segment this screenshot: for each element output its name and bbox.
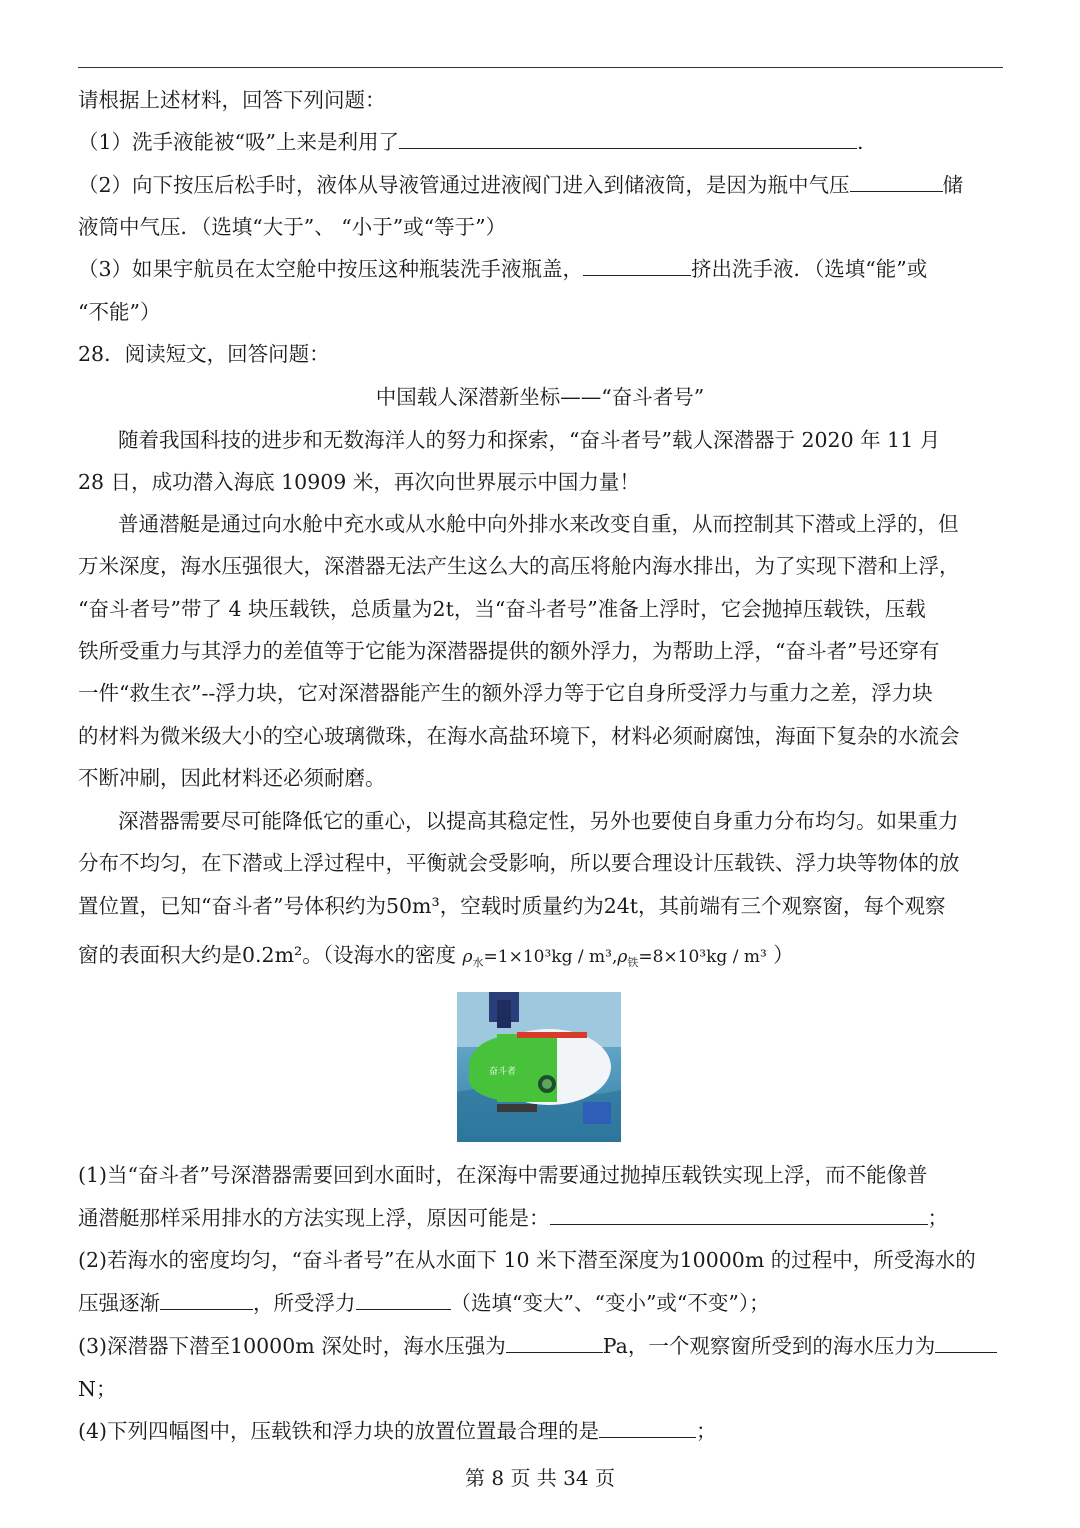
paragraph-line: 分布不均匀，在下潜或上浮过程中，平衡就会受影响，所以要合理设计压载铁、浮力块等物体的放 [78, 851, 960, 875]
sub3-text: (3)深潜器下潜至10000m 深处时，海水压强为 [78, 1334, 506, 1358]
paragraph-line: 的材料为微米级大小的空心玻璃微珠，在海水高盐环境下，材料必须耐腐蚀，海面下复杂的水流会 [78, 724, 960, 748]
answer-blank[interactable] [356, 1289, 451, 1310]
sub-question-1-line1: (1)当“奋斗者”号深潜器需要回到水面时，在深海中需要通过抛掉压载铁实现上浮，而不能像普 [78, 1163, 928, 1187]
answer-blank[interactable] [160, 1289, 253, 1310]
sub4-end: ； [696, 1419, 717, 1443]
q3-text-end: 挤出洗手液．（选填“能”或 [691, 257, 928, 281]
answer-blank[interactable] [506, 1332, 603, 1353]
hull-text: 奋斗者 [489, 1067, 517, 1077]
paragraph-line: 随着我国科技的进步和无数海洋人的努力和探索，“奋斗者号”载人深潜器于 2020 年 11 月 [118, 428, 941, 452]
page-footer: 第 8 页 共 34 页 [465, 1466, 615, 1490]
q2-text: （2）向下按压后松手时，液体从导液管通过进液阀门进入到储液筒，是因为瓶中气压 [78, 173, 850, 197]
question-3-line2: “不能”） [78, 300, 161, 324]
sub2-text-mid: ，所受浮力 [253, 1291, 356, 1315]
article-title: 中国载人深潜新坐标——“奋斗者号” [375, 385, 705, 409]
answer-blank[interactable] [399, 128, 857, 149]
paragraph-line: 一件“救生衣”--浮力块，它对深潜器能产生的额外浮力等于它自身所受浮力与重力之差，浮力块 [78, 681, 933, 705]
paragraph-line: “奋斗者号”带了 4 块压载铁，总质量为2t，当“奋斗者号”准备上浮时，它会抛掉压载铁，压载 [78, 597, 926, 621]
intro-text: 请根据上述材料，回答下列问题： [78, 88, 386, 112]
submersible-photo [457, 992, 621, 1142]
paragraph-line: 万米深度，海水压强很大，深潜器无法产生这么大的高压将舱内海水排出，为了实现下潜和上浮， [78, 554, 960, 578]
paragraph-line: 深潜器需要尽可能降低它的重心，以提高其稳定性，另外也要使自身重力分布均匀。如果重力 [118, 809, 959, 833]
sub3-text-mid: Pa，一个观察窗所受到的海水压力为 [602, 1334, 936, 1358]
sub2-text: 压强逐渐 [78, 1291, 160, 1315]
sub1-text: 通潜艇那样采用排水的方法实现上浮，原因可能是： [78, 1206, 550, 1230]
formula-close: ） [773, 943, 794, 967]
answer-blank[interactable] [583, 255, 691, 276]
sub1-end: ； [927, 1206, 948, 1230]
q3-text: （3）如果宇航员在太空舱中按压这种瓶装洗手液瓶盖， [78, 257, 584, 281]
q1-text: （1）洗手液能被“吸”上来是利用了 [78, 130, 400, 154]
q28-header: 28．阅读短文，回答问题： [78, 342, 330, 366]
sub4-text: (4)下列四幅图中，压载铁和浮力块的放置位置最合理的是 [78, 1419, 600, 1443]
sub-question-1-line2 [78, 1203, 1008, 1233]
sub-question-4 [78, 1416, 1008, 1446]
question-3-line1 [78, 254, 1008, 284]
question-2-line2: 液筒中气压．（选填“大于”、 “小于”或“等于”） [78, 215, 507, 239]
density-text: 窗的表面积大约是0.2m²。（设海水的密度 [78, 943, 457, 967]
question-1 [78, 127, 1008, 157]
sub-question-2-line2 [78, 1288, 1008, 1318]
paragraph-line: 置位置，已知“奋斗者”号体积约为50m³，空载时质量约为24t，其前端有三个观察窗，每个观察 [78, 894, 946, 918]
sub2-text-end: （选填“变大”、“变小”或“不变”）； [450, 1291, 770, 1315]
q2-text-end: 储 [942, 173, 964, 197]
answer-blank[interactable] [935, 1332, 997, 1353]
density-formula: $\rho_水=1\times 10^3kg / m^3,\rho_铁=8\times 10^3kg / m^3$ [462, 947, 767, 969]
paragraph-line: 不断冲刷，因此材料还必须耐磨。 [78, 766, 386, 790]
sub-question-3-line1 [78, 1331, 1008, 1361]
question-2-line1 [78, 170, 1008, 200]
answer-blank[interactable] [550, 1204, 928, 1225]
q1-end: . [857, 130, 864, 154]
paragraph-line: 铁所受重力与其浮力的差值等于它能为深潜器提供的额外浮力，为帮助上浮，“奋斗者”号还穿有 [78, 639, 940, 663]
sub-question-3-line2: N； [78, 1377, 117, 1401]
paragraph-line: 28 日，成功潜入海底 10909 米，再次向世界展示中国力量！ [78, 470, 640, 494]
paragraph-line: 普通潜艇是通过向水舱中充水或从水舱中向外排水来改变自重，从而控制其下潜或上浮的，但 [118, 512, 959, 536]
answer-blank[interactable] [850, 171, 943, 192]
density-line [78, 940, 1008, 978]
header-rule [78, 67, 1003, 68]
sub-question-2-line1: (2)若海水的密度均匀，“奋斗者号”在从水面下 10 米下潜至深度为10000m 的过程中，所受海水的 [78, 1248, 976, 1272]
answer-blank[interactable] [599, 1417, 696, 1438]
